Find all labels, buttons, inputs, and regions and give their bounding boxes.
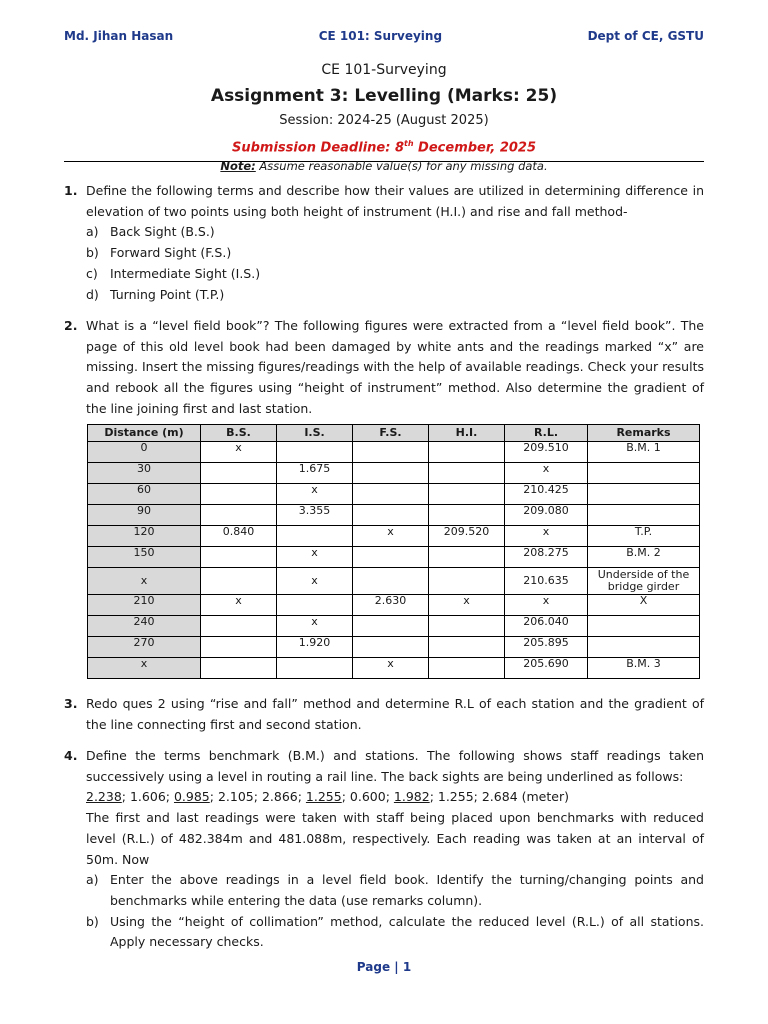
- sub-item-letter: a): [86, 872, 99, 888]
- table-cell: 0: [88, 442, 201, 463]
- table-cell: [429, 463, 505, 484]
- sub-item-letter: d): [86, 286, 99, 302]
- table-cell: x: [277, 568, 353, 595]
- table-cell: [429, 658, 505, 679]
- question-number: 2.: [64, 318, 78, 333]
- table-cell: [353, 616, 429, 637]
- table-cell: [201, 658, 277, 679]
- staff-reading: 1.255: [437, 789, 474, 805]
- table-cell: x: [277, 547, 353, 568]
- page-number: Page | 1: [356, 960, 412, 974]
- table-cell: 2.630: [353, 595, 429, 616]
- table-cell: [201, 568, 277, 595]
- sub-item-text: Enter the above readings in a level field book. Identify the turning/changing points and benchmarks while entering the data (use remarks column).: [110, 872, 704, 908]
- submission-deadline: [0, 139, 768, 155]
- staff-reading: 2.866: [261, 789, 298, 805]
- table-row: [88, 658, 700, 679]
- table-cell: [353, 547, 429, 568]
- table-row: [88, 442, 700, 463]
- staff-reading: 2.105: [217, 789, 254, 805]
- table-cell: [429, 442, 505, 463]
- table-cell: 210.635: [505, 568, 588, 595]
- table-row: [88, 484, 700, 505]
- question-number: 4.: [64, 748, 78, 763]
- table-cell: [201, 463, 277, 484]
- table-cell: [429, 616, 505, 637]
- table-cell: x: [505, 463, 588, 484]
- sub-item-letter: b): [86, 913, 99, 929]
- sub-item-text: Forward Sight (F.S.): [110, 245, 232, 261]
- table-cell: B.M. 2: [588, 547, 700, 568]
- question-number: 3.: [64, 696, 78, 711]
- table-cell: x: [353, 658, 429, 679]
- question-text: What is a “level field book”? The following figures were extracted from a “level field book”. The page of this old level book had been damaged by white ants and the readings marked “x” are missing. Insert the missing figures/readings with the help of available readings. Check your results and rebook all the figures using “height of instrument” method. Also determine the gradient of the line joining first and last station.: [86, 318, 704, 416]
- table-cell: 0.840: [201, 526, 277, 547]
- readings-unit: (meter): [517, 789, 569, 805]
- table-cell: 90: [88, 505, 201, 526]
- question-text-continued: The first and last readings were taken with staff being placed upon benchmarks with reduced level (R.L.) of 482.384m and 481.088m, respectively. Each reading was taken at an interval of 50m. Now: [86, 810, 704, 867]
- staff-reading: 1.606: [129, 789, 166, 805]
- table-cell: 210.425: [505, 484, 588, 505]
- back-sight-reading: 1.255: [305, 789, 342, 805]
- table-cell: x: [88, 658, 201, 679]
- question-text: Define the terms benchmark (B.M.) and stations. The following shows staff readings taken successively using a level in routing a rail line. The back sights are being underlined as follows:: [86, 748, 704, 784]
- table-cell: [277, 658, 353, 679]
- sub-item-letter: b): [86, 245, 99, 261]
- table-cell: 209.520: [429, 526, 505, 547]
- question-1: [64, 181, 704, 305]
- level-field-book-table: [87, 424, 700, 679]
- note-text: Assume reasonable value(s) for any missing data.: [255, 159, 548, 173]
- table-cell: x: [277, 484, 353, 505]
- table-cell: [353, 637, 429, 658]
- table-cell: [429, 568, 505, 595]
- table-cell: [353, 484, 429, 505]
- table-cell: x: [505, 595, 588, 616]
- staff-readings: 2.238; 1.606; 0.985; 2.105; 2.866; 1.255; 0.600; 1.982; 1.255; 2.684 (meter): [86, 789, 569, 805]
- table-cell: [588, 505, 700, 526]
- table-cell: x: [201, 595, 277, 616]
- table-cell: x: [88, 568, 201, 595]
- table-cell: T.P.: [588, 526, 700, 547]
- table-cell: 209.080: [505, 505, 588, 526]
- table-cell: 205.895: [505, 637, 588, 658]
- table-row: [88, 547, 700, 568]
- table-row: [88, 616, 700, 637]
- sub-item-text: Turning Point (T.P.): [110, 286, 225, 302]
- header-dept: Dept of CE, GSTU: [587, 29, 704, 43]
- table-cell: [277, 442, 353, 463]
- table-cell: 150: [88, 547, 201, 568]
- table-cell: x: [353, 526, 429, 547]
- table-row: [88, 568, 700, 595]
- table-cell: 1.675: [277, 463, 353, 484]
- question-2: [64, 316, 704, 420]
- table-cell: [429, 547, 505, 568]
- header-course: CE 101: Surveying: [318, 29, 443, 43]
- back-sight-reading: 1.982: [393, 789, 430, 805]
- table-cell: x: [201, 442, 277, 463]
- column-header: F.S.: [353, 425, 429, 442]
- table-cell: [201, 616, 277, 637]
- table-cell: B.M. 1: [588, 442, 700, 463]
- sub-item-letter: a): [86, 224, 99, 240]
- column-header: R.L.: [505, 425, 588, 442]
- table-cell: [201, 505, 277, 526]
- table-cell: [429, 637, 505, 658]
- table-body: [88, 442, 700, 679]
- table-cell: 208.275: [505, 547, 588, 568]
- table-row: [88, 505, 700, 526]
- sub-item: [86, 264, 704, 285]
- table-cell: [588, 463, 700, 484]
- table-cell: [277, 595, 353, 616]
- column-header: I.S.: [277, 425, 353, 442]
- table-cell: 210: [88, 595, 201, 616]
- table-cell: x: [277, 616, 353, 637]
- table-cell: [277, 526, 353, 547]
- table-cell: [588, 484, 700, 505]
- column-header: H.I.: [429, 425, 505, 442]
- table-cell: [353, 442, 429, 463]
- table-row: [88, 595, 700, 616]
- back-sight-reading: 2.238: [86, 789, 122, 805]
- sub-item-text: Intermediate Sight (I.S.): [110, 265, 261, 281]
- table-cell: [429, 484, 505, 505]
- table-cell: [201, 484, 277, 505]
- table-cell: [588, 637, 700, 658]
- table-header-row: [88, 425, 700, 442]
- deadline-sup: th: [404, 139, 414, 148]
- sub-item-letter: c): [86, 265, 98, 281]
- assignment-title: Assignment 3: Levelling (Marks: 25): [210, 86, 558, 106]
- staff-reading: 0.600: [349, 789, 386, 805]
- column-header: B.S.: [201, 425, 277, 442]
- question-text: Redo ques 2 using “rise and fall” method and determine R.L of each station and the gradient of the line connecting first and second station.: [86, 696, 704, 732]
- question-4: [64, 746, 704, 953]
- table-cell: [353, 505, 429, 526]
- table-cell: [353, 463, 429, 484]
- table-cell: 205.690: [505, 658, 588, 679]
- sub-item-text: Using the “height of collimation” method, calculate the reduced level (R.L.) of all stations. Apply necessary checks.: [110, 913, 704, 950]
- question-3: [64, 694, 704, 735]
- table-cell: 1.920: [277, 637, 353, 658]
- table-cell: [201, 547, 277, 568]
- column-header: Distance (m): [88, 425, 201, 442]
- table-cell: 209.510: [505, 442, 588, 463]
- back-sight-reading: 0.985: [173, 789, 210, 805]
- staff-reading: 2.684: [481, 789, 518, 805]
- table-cell: Underside of the bridge girder: [588, 568, 700, 595]
- table-cell: [429, 505, 505, 526]
- table-cell: 3.355: [277, 505, 353, 526]
- table-cell: 240: [88, 616, 201, 637]
- table-cell: 270: [88, 637, 201, 658]
- question-text: Define the following terms and describe how their values are utilized in determining difference in elevation of two points using both height of instrument (H.I.) and rise and fall method-: [86, 183, 704, 219]
- note-line: [0, 159, 768, 173]
- column-header: Remarks: [588, 425, 700, 442]
- deadline-prefix: Submission Deadline: 8: [231, 140, 404, 156]
- table-row: [88, 463, 700, 484]
- table-cell: B.M. 3: [588, 658, 700, 679]
- page-header: [64, 29, 704, 47]
- table-cell: 206.040: [505, 616, 588, 637]
- question-number: 1.: [64, 183, 78, 198]
- table-cell: [201, 637, 277, 658]
- table-cell: x: [429, 595, 505, 616]
- table-row: [88, 637, 700, 658]
- sub-item: [86, 285, 704, 306]
- sub-item: [86, 243, 704, 264]
- session-line: Session: 2024-25 (August 2025): [279, 113, 489, 128]
- table-cell: 60: [88, 484, 201, 505]
- note-label: Note:: [220, 159, 256, 173]
- sub-item: [86, 870, 704, 911]
- sub-item: [86, 912, 704, 953]
- table-cell: X: [588, 595, 700, 616]
- deadline-suffix: December, 2025: [413, 140, 537, 156]
- table-cell: 30: [88, 463, 201, 484]
- sub-item: [86, 222, 704, 243]
- table-cell: [588, 616, 700, 637]
- sub-item-text: Back Sight (B.S.): [110, 224, 215, 240]
- question-items: [86, 222, 704, 305]
- table-cell: x: [505, 526, 588, 547]
- table-cell: [353, 568, 429, 595]
- table-cell: 120: [88, 526, 201, 547]
- table-row: [88, 526, 700, 547]
- question-items: [86, 870, 704, 953]
- course-line: CE 101-Surveying: [321, 62, 447, 78]
- header-author: Md. Jihan Hasan: [64, 29, 174, 43]
